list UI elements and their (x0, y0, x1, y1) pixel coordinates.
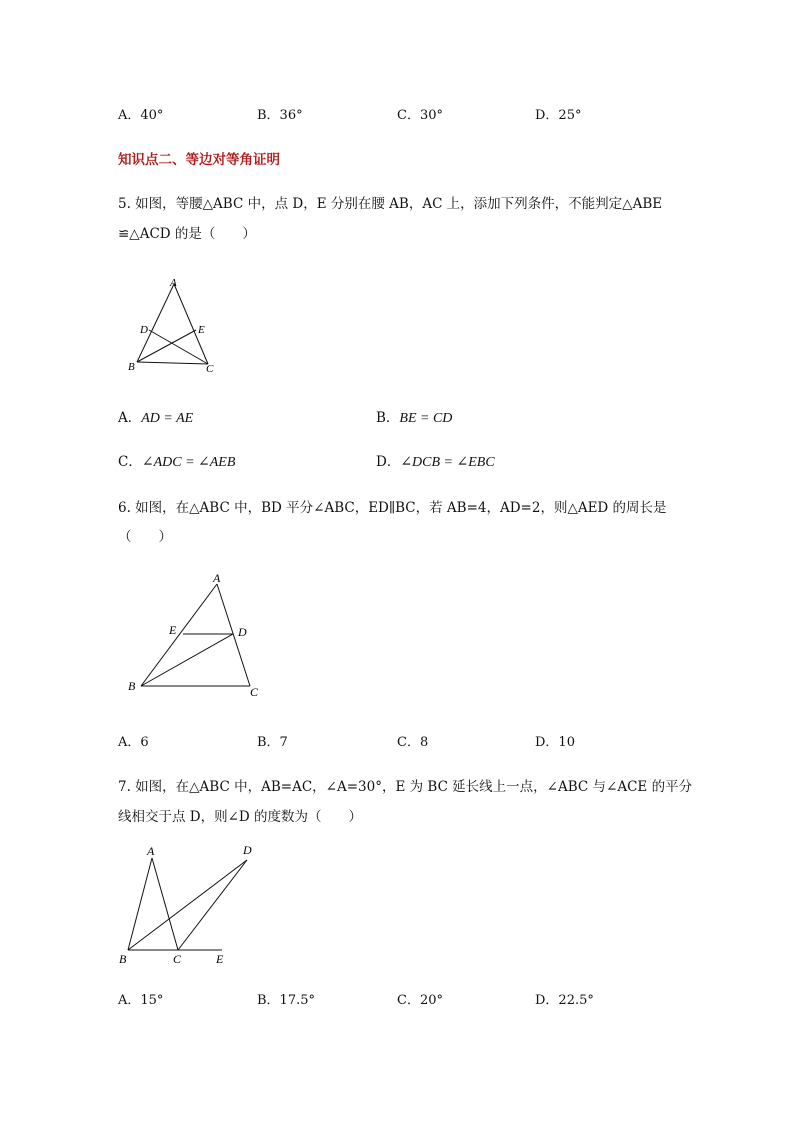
q7-segment-ac (152, 858, 178, 950)
q5-figure (118, 272, 228, 378)
q5-option-d-expr: ∠DCB = ∠EBC (400, 455, 495, 470)
q7-option-c: C．20° (397, 993, 443, 1008)
q7-text-line1: 7. 如图，在△ABC 中，AB=AC，∠A=30°，E 为 BC 延长线上一点，∠ABC 与∠ACE 的平分 (118, 779, 693, 795)
q5-option-a-label: A． (118, 410, 142, 426)
q6-segment-ab (141, 584, 217, 686)
q6-label-d: D (238, 625, 247, 639)
q6-label-e: E (169, 623, 177, 637)
q6-text-line2: （ ） (118, 529, 172, 545)
q6-option-b: B．7 (257, 735, 288, 750)
q5-option-a (118, 406, 193, 427)
section-title: 知识点二、等边对等角证明 (118, 152, 280, 168)
q4-option-a: A．40° (118, 108, 164, 123)
q7-option-b: B．17.5° (257, 993, 315, 1008)
q5-label-c: C (206, 363, 214, 375)
q4-option-d: D．25° (535, 108, 582, 123)
q4-option-c: C．30° (397, 108, 443, 123)
q7-label-d: D (243, 843, 252, 857)
q5-segment-bc (137, 362, 208, 364)
q5-text-line1: 5. 如图，等腰△ABC 中，点 D，E 分别在腰 AB，AC 上，添加下列条件，不能判定△ABE (118, 196, 663, 212)
q7-option-a: A．15° (118, 993, 164, 1008)
q7-option-d: D．22.5° (535, 993, 594, 1008)
q7-label-a: A (147, 844, 155, 858)
q5-option-d-label: D． (376, 454, 401, 470)
q5-label-e: E (198, 324, 205, 336)
q7-segment-ab (128, 858, 152, 950)
q5-option-c-expr: ∠ADC = ∠AEB (141, 455, 236, 470)
q7-segment-bd (128, 860, 247, 950)
q5-label-a: A (170, 277, 177, 289)
q6-label-a: A (213, 571, 221, 585)
q4-option-b: B．36° (257, 108, 303, 123)
q5-option-b (376, 406, 452, 427)
q6-label-c: C (250, 685, 259, 699)
q5-label-d: D (140, 324, 148, 336)
q6-figure (118, 568, 270, 702)
q5-text-line2: ≌△ACD 的是（ ） (118, 226, 256, 242)
q6-text-line1: 6. 如图，在△ABC 中，BD 平分∠ABC，ED∥BC，若 AB=4，AD=2，则△AED 的周长是 (118, 500, 667, 516)
q5-option-c (118, 450, 235, 471)
q7-figure (114, 838, 264, 970)
q5-option-c-label: C． (118, 454, 142, 470)
q6-option-d: D．10 (535, 735, 575, 750)
q7-text-line2: 线相交于点 D，则∠D 的度数为（ ） (118, 809, 363, 825)
q6-option-c: C．8 (397, 735, 429, 750)
q5-segment-ab (137, 284, 174, 362)
q7-label-e: E (216, 952, 224, 966)
q5-option-b-expr: BE = CD (399, 411, 453, 426)
q5-option-b-label: B． (376, 410, 400, 426)
q6-option-a: A．6 (118, 735, 149, 750)
q7-label-b: B (119, 952, 127, 966)
q7-label-c: C (173, 952, 182, 966)
q6-label-b: B (128, 679, 136, 693)
q6-segment-bd (141, 634, 233, 686)
q7-segment-cd (178, 860, 247, 950)
q5-option-a-expr: AD = AE (141, 411, 194, 426)
q5-option-d (376, 450, 495, 471)
q5-label-b: B (128, 361, 135, 373)
